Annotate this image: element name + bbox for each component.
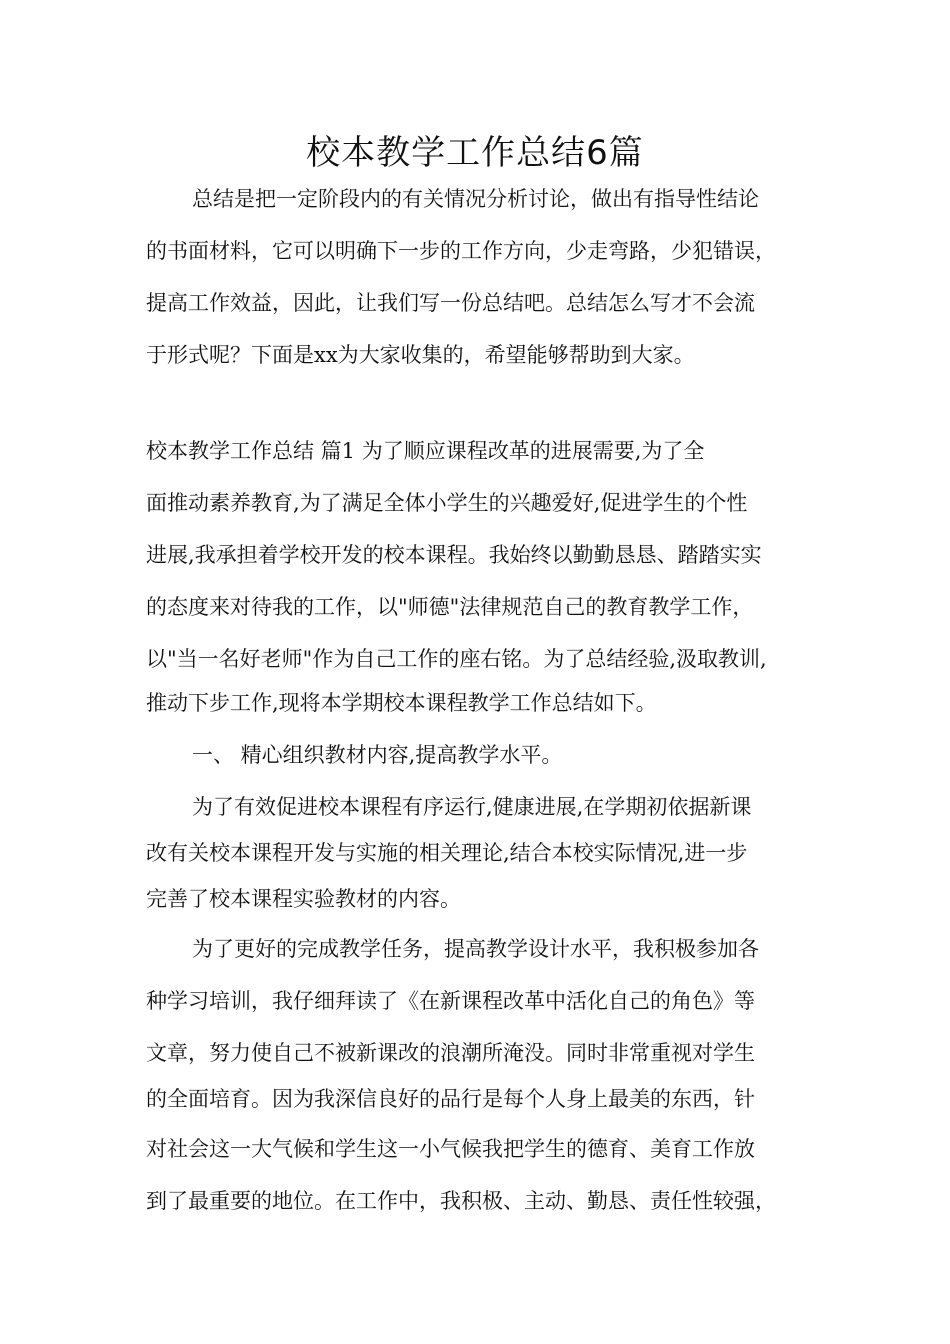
intro-line: 的书面材料，它可以明确下一步的工作方向，少走弯路，少犯错误， bbox=[146, 239, 776, 263]
section1-line: 以"当一名好老师"作为自己工作的座右铭。为了总结经验,汲取教训, bbox=[146, 647, 767, 671]
paragraph-line: 种学习培训，我仔细拜读了《在新课程改革中活化自己的角色》等 bbox=[146, 989, 755, 1013]
paragraph-line: 为了有效促进校本课程有序运行,健康进展,在学期初依据新课 bbox=[192, 795, 752, 819]
section1-line: 推动下步工作,现将本学期校本课程教学工作总结如下。 bbox=[146, 691, 657, 715]
paragraph-line: 为了更好的完成教学任务，提高教学设计水平，我积极参加各 bbox=[192, 937, 759, 961]
section1-line: 的态度来对待我的工作，以"师德"法律规范自己的教育教学工作， bbox=[146, 595, 754, 619]
paragraph-line: 对社会这一大气候和学生这一小气候我把学生的德育、美育工作放 bbox=[146, 1137, 755, 1161]
paragraph-line: 完善了校本课程实验教材的内容。 bbox=[146, 887, 461, 911]
intro-line: 于形式呢？下面是xx为大家收集的，希望能够帮助到大家。 bbox=[146, 343, 695, 367]
paragraph-line: 改有关校本课程开发与实施的相关理论,结合本校实际情况,进一步 bbox=[146, 841, 748, 865]
paragraph-line: 的全面培育。因为我深信良好的品行是每个人身上最美的东西，针 bbox=[146, 1087, 755, 1111]
intro-line: 总结是把一定阶段内的有关情况分析讨论，做出有指导性结论 bbox=[192, 187, 759, 211]
section1-line: 校本教学工作总结 篇1 为了顺应课程改革的进展需要,为了全 bbox=[146, 439, 705, 463]
section1-line: 面推动素养教育,为了满足全体小学生的兴趣爱好,促进学生的个性 bbox=[146, 491, 748, 515]
page-title: 校本教学工作总结6篇 bbox=[306, 133, 644, 173]
intro-line: 提高工作效益，因此，让我们写一份总结吧。总结怎么写才不会流 bbox=[146, 291, 755, 315]
section-heading: 一、 精心组织教材内容,提高教学水平。 bbox=[192, 743, 563, 767]
paragraph-line: 文章，努力使自己不被新课改的浪潮所淹没。同时非常重视对学生 bbox=[146, 1041, 755, 1065]
section1-line: 进展,我承担着学校开发的校本课程。我始终以勤勤恳恳、踏踏实实 bbox=[146, 543, 762, 567]
paragraph-line: 到了最重要的地位。在工作中，我积极、主动、勤恳、责任性较强， bbox=[146, 1189, 776, 1213]
